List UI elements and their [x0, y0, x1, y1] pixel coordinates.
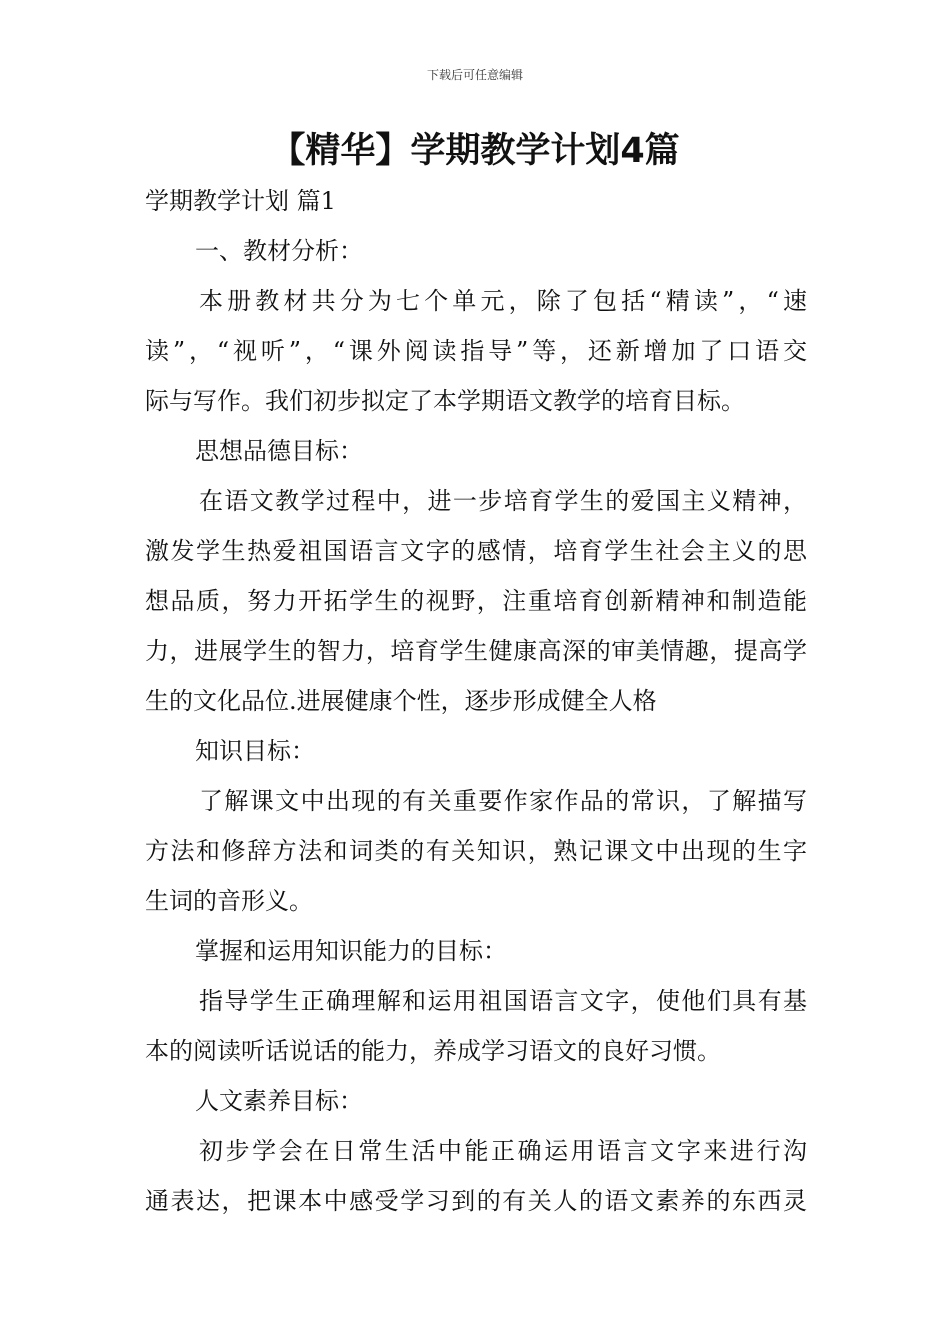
paragraph-line: 力，进展学生的智力，培育学生健康高深的审美情趣，提高学	[145, 637, 807, 665]
paragraph-line: 激发学生热爱祖国语言文字的感情，培育学生社会主义的思	[145, 537, 807, 565]
document-body	[145, 176, 807, 1226]
section-heading: 一、教材分析：	[195, 237, 363, 265]
page-header-note: 下载后可任意编辑	[426, 68, 523, 82]
paragraph-line: 本册教材共分为七个单元，除了包括“精读”，“速	[199, 287, 807, 315]
section-title: 学期教学计划 篇1	[145, 187, 336, 215]
paragraph-line: 想品质，努力开拓学生的视野，注重培育创新精神和制造能	[145, 587, 807, 615]
paragraph-line: 生词的音形义。	[145, 887, 313, 915]
paragraph-line: 生的文化品位.进展健康个性，逐步形成健全人格	[145, 687, 657, 715]
paragraph-line: 读”，“视听”，“课外阅读指导”等，还新增加了口语交	[145, 337, 807, 365]
paragraph-line: 初步学会在日常生活中能正确运用语言文字来进行沟	[199, 1137, 807, 1165]
paragraph-line: 际与写作。我们初步拟定了本学期语文教学的培育目标。	[145, 387, 745, 415]
paragraph-line: 指导学生正确理解和运用祖国语言文字，使他们具有基	[199, 987, 807, 1015]
paragraph-line: 了解课文中出现的有关重要作家作品的常识，了解描写	[199, 787, 807, 815]
section-heading: 掌握和运用知识能力的目标：	[195, 937, 507, 965]
paragraph-line: 本的阅读听话说话的能力，养成学习语文的良好习惯。	[145, 1037, 721, 1065]
paragraph-line: 方法和修辞方法和词类的有关知识，熟记课文中出现的生字	[145, 837, 807, 865]
section-heading: 思想品德目标：	[195, 437, 363, 465]
document-title: 【精华】学期教学计划4篇	[270, 131, 680, 171]
paragraph-line: 通表达，把课本中感受学习到的有关人的语文素养的东西灵	[145, 1187, 807, 1215]
paragraph-line: 在语文教学过程中，进一步培育学生的爱国主义精神，	[199, 487, 807, 515]
section-heading: 人文素养目标：	[195, 1087, 363, 1115]
section-heading: 知识目标：	[195, 737, 315, 765]
